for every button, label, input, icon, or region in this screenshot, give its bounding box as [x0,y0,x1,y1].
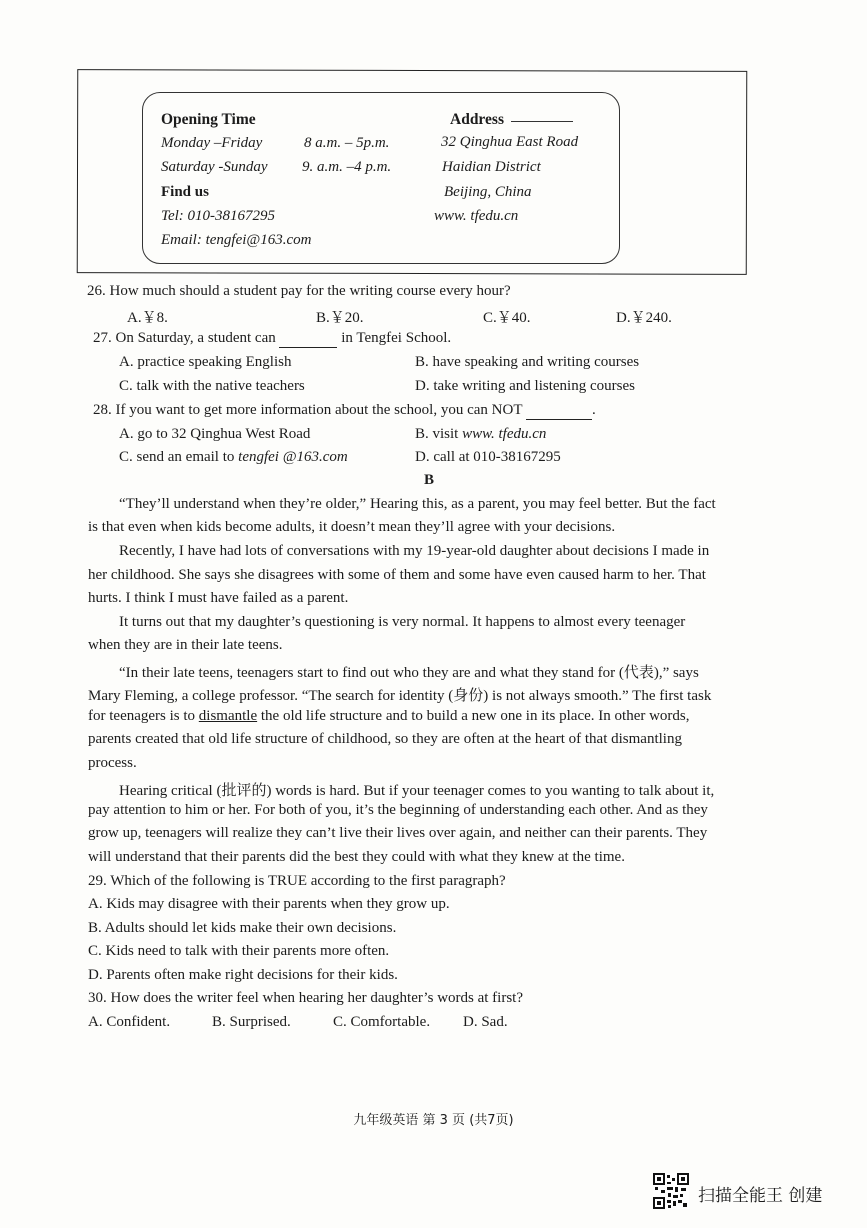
q27-stem-before: 27. On Saturday, a student can [93,330,276,346]
q27-option-a: A. practice speaking English [119,354,292,370]
find-us-label: Find us [161,184,209,200]
q28-option-b [415,426,546,443]
q27-stem [93,330,451,348]
passage-p5-line1: Hearing critical (批评的) words is hard. But if your teenager comes to you wanting to talk about it, [119,783,715,799]
email: Email: tengfei@163.com [161,232,312,248]
q27-option-c: C. talk with the native teachers [119,378,305,394]
scanner-watermark: 扫描全能王 创建 [698,1186,823,1206]
q26-option-c: C.￥40. [483,310,531,326]
weekday-label: Monday –Friday [161,135,263,151]
passage-p3-line2: when they are in their late teens. [88,637,283,653]
q28-stem-after: . [591,402,596,418]
passage-p4-line2: Mary Fleming, a college professor. “The search for identity (身份) is not always smooth.” The first task [88,688,712,704]
weekday-hours: 8 a.m. – 5p.m. [304,135,390,151]
passage-p1-line2: is that even when kids become adults, it doesn’t mean they’ll agree with your decisions. [88,519,616,535]
q28-option-d: D. call at 010-38167295 [415,449,561,465]
q30-option-a: A. Confident. [88,1014,171,1030]
q27-blank [279,330,337,348]
q27-stem-after: in Tengfei School. [341,330,452,346]
q27-option-b: B. have speaking and writing courses [415,354,640,370]
website: www. tfedu.cn [434,208,519,224]
q29-stem: 29. Which of the following is TRUE according to the first paragraph? [88,873,506,889]
tel: Tel: 010-38167295 [161,208,276,224]
q30-option-b: B. Surprised. [212,1014,291,1030]
address-line-3: Beijing, China [444,184,532,200]
passage-p5-line4: will understand that their parents did the best they could with what they knew at the time. [88,849,625,865]
passage-p2-line1: Recently, I have had lots of conversations with my 19-year-old daughter about decisions I made in [119,543,710,559]
q29-option-a: A. Kids may disagree with their parents when they grow up. [88,896,450,912]
passage-p2-line2: her childhood. She says she disagrees with some of them and some have even caused harm to her. That [88,567,706,583]
address-label: Address [450,111,504,128]
qr-code-icon [653,1173,689,1209]
passage-p2-line3: hurts. I think I must have failed as a parent. [88,590,349,606]
weekend-label: Saturday -Sunday [161,159,268,175]
q26-option-a: A.￥8. [127,310,168,326]
page-footer: 九年级英语 第 3 页 (共7页) [353,1113,514,1128]
q29-option-c: C. Kids need to talk with their parents more often. [88,943,390,959]
q29-option-d: D. Parents often make right decisions for their kids. [88,967,398,983]
passage-p5-line3: grow up, teenagers will realize they can’t live their lives over again, and neither can their parents. They [88,825,708,841]
passage-p4-line3-after: the old life structure and to build a new one in its place. In other words, [257,708,690,724]
q28-option-c [119,449,348,466]
q29-option-b: B. Adults should let kids make their own decisions. [88,920,397,936]
passage-p5-line2: pay attention to him or her. For both of you, it’s the beginning of understanding each other. And as they [88,802,708,818]
passage-p4-line1: “In their late teens, teenagers start to find out who they are and what they stand for (代表),” says [119,665,699,681]
q26-option-d: D.￥240. [616,310,672,326]
passage-p4-line5: process. [88,755,137,771]
q28-option-c-text: C. send an email to [119,449,239,465]
q28-stem-before: 28. If you want to get more information about the school, you can NOT [93,402,523,418]
passage-p1-line1: “They’ll understand when they’re older,” Hearing this, as a parent, you may feel better. But the fact [119,496,716,512]
q30-option-d: D. Sad. [463,1014,508,1030]
weekend-hours: 9. a.m. –4 p.m. [302,159,392,175]
q28-option-b-link: www. tfedu.cn [462,426,547,442]
q30-stem: 30. How does the writer feel when hearing her daughter’s words at first? [88,990,523,1006]
q28-blank [526,402,592,420]
passage-p3-line1: It turns out that my daughter’s questioning is very normal. It happens to almost every teenager [119,614,686,630]
underlined-word-dismantle: dismantle [198,708,258,724]
q28-option-a: A. go to 32 Qinghua West Road [119,426,311,442]
address-line-1: 32 Qinghua East Road [441,134,579,150]
passage-p4-line3 [88,708,690,725]
passage-p4-line3-before: for teenagers is to [88,708,199,724]
address-line-2: Haidian District [442,159,541,175]
q28-option-b-text: B. visit [415,426,463,442]
q27-option-d: D. take writing and listening courses [415,378,635,394]
section-b-heading: B [424,472,435,488]
q26-option-b: B.￥20. [316,310,364,326]
opening-time-label: Opening Time [161,111,256,128]
q26-stem: 26. How much should a student pay for the writing course every hour? [87,283,511,299]
address-underline [511,121,573,122]
q30-option-c: C. Comfortable. [333,1014,431,1030]
q28-stem [93,402,596,420]
q28-option-c-link: tengfei @163.com [238,449,348,465]
passage-p4-line4: parents created that old life structure of childhood, so they are often at the heart of that dismantling [88,731,682,747]
